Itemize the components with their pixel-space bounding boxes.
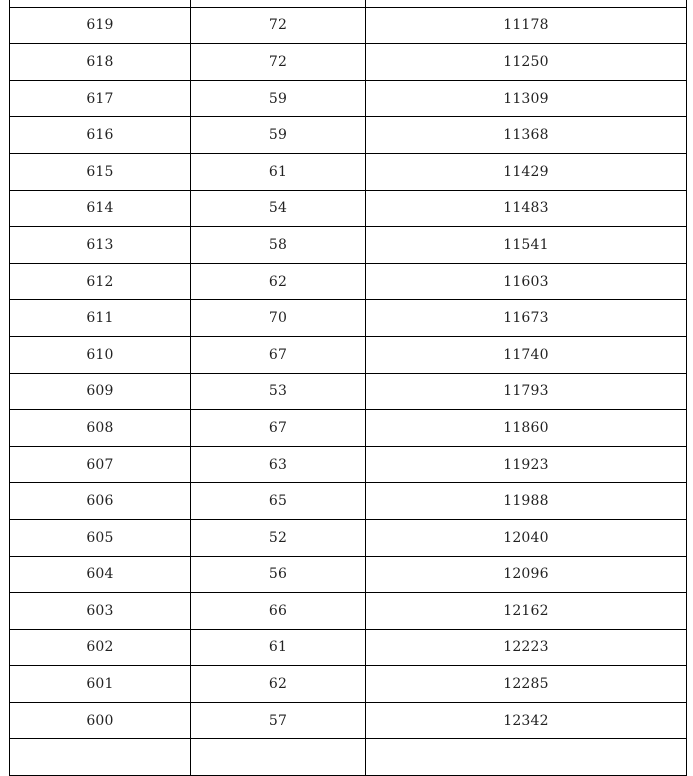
table-row	[10, 629, 687, 666]
cumulative-count-cell	[366, 0, 687, 7]
cumulative-count-cell: 12285	[366, 666, 687, 703]
cumulative-count-cell: 11793	[366, 373, 687, 410]
table-body	[10, 0, 687, 776]
table-row	[10, 0, 687, 7]
score-cell: 616	[10, 117, 191, 154]
count-cell: 62	[191, 263, 366, 300]
count-cell: 61	[191, 153, 366, 190]
score-cell: 607	[10, 446, 191, 483]
table-row	[10, 7, 687, 44]
count-cell: 56	[191, 556, 366, 593]
cumulative-count-cell: 12040	[366, 519, 687, 556]
table-row	[10, 410, 687, 447]
cumulative-count-cell: 11429	[366, 153, 687, 190]
cumulative-count-cell: 12342	[366, 702, 687, 739]
cumulative-count-cell: 11603	[366, 263, 687, 300]
score-cell: 606	[10, 483, 191, 520]
count-cell	[191, 0, 366, 7]
score-cell: 609	[10, 373, 191, 410]
cumulative-count-cell: 11483	[366, 190, 687, 227]
table-row	[10, 519, 687, 556]
score-cell: 602	[10, 629, 191, 666]
score-cell: 613	[10, 227, 191, 264]
score-cell: 619	[10, 7, 191, 44]
cumulative-count-cell: 12096	[366, 556, 687, 593]
count-cell: 59	[191, 117, 366, 154]
table-row	[10, 483, 687, 520]
cumulative-count-cell	[366, 739, 687, 776]
score-cell: 601	[10, 666, 191, 703]
score-cell: 614	[10, 190, 191, 227]
score-cell: 610	[10, 336, 191, 373]
score-cell: 611	[10, 300, 191, 337]
count-cell: 66	[191, 593, 366, 630]
score-cell: 617	[10, 80, 191, 117]
cumulative-count-cell: 11988	[366, 483, 687, 520]
score-cell: 604	[10, 556, 191, 593]
count-cell: 57	[191, 702, 366, 739]
cumulative-count-cell: 11309	[366, 80, 687, 117]
table-row	[10, 666, 687, 703]
count-cell: 63	[191, 446, 366, 483]
count-cell: 58	[191, 227, 366, 264]
score-cell	[10, 0, 191, 7]
count-cell: 72	[191, 7, 366, 44]
table-row	[10, 593, 687, 630]
table-row	[10, 336, 687, 373]
table-row	[10, 556, 687, 593]
table-row	[10, 446, 687, 483]
score-cell: 612	[10, 263, 191, 300]
table-row	[10, 227, 687, 264]
cumulative-count-cell: 12162	[366, 593, 687, 630]
table-row	[10, 44, 687, 81]
score-distribution-table-container	[9, 0, 686, 776]
cumulative-count-cell: 11250	[366, 44, 687, 81]
count-cell	[191, 739, 366, 776]
table-row	[10, 80, 687, 117]
score-cell: 605	[10, 519, 191, 556]
score-cell: 615	[10, 153, 191, 190]
cumulative-count-cell: 11740	[366, 336, 687, 373]
count-cell: 54	[191, 190, 366, 227]
count-cell: 53	[191, 373, 366, 410]
count-cell: 70	[191, 300, 366, 337]
score-cell: 608	[10, 410, 191, 447]
table-row	[10, 373, 687, 410]
table-row	[10, 263, 687, 300]
count-cell: 72	[191, 44, 366, 81]
count-cell: 67	[191, 410, 366, 447]
count-cell: 62	[191, 666, 366, 703]
count-cell: 59	[191, 80, 366, 117]
table-row	[10, 300, 687, 337]
count-cell: 61	[191, 629, 366, 666]
score-cell: 600	[10, 702, 191, 739]
cumulative-count-cell: 11368	[366, 117, 687, 154]
cumulative-count-cell: 11673	[366, 300, 687, 337]
cumulative-count-cell: 11178	[366, 7, 687, 44]
table-row	[10, 702, 687, 739]
cumulative-count-cell: 11541	[366, 227, 687, 264]
count-cell: 67	[191, 336, 366, 373]
count-cell: 65	[191, 483, 366, 520]
table-row	[10, 739, 687, 776]
table-row	[10, 117, 687, 154]
table-row	[10, 153, 687, 190]
cumulative-count-cell: 11860	[366, 410, 687, 447]
count-cell: 52	[191, 519, 366, 556]
cumulative-count-cell: 11923	[366, 446, 687, 483]
score-cell: 618	[10, 44, 191, 81]
score-cell	[10, 739, 191, 776]
score-distribution-table	[9, 0, 687, 776]
score-cell: 603	[10, 593, 191, 630]
cumulative-count-cell: 12223	[366, 629, 687, 666]
table-row	[10, 190, 687, 227]
